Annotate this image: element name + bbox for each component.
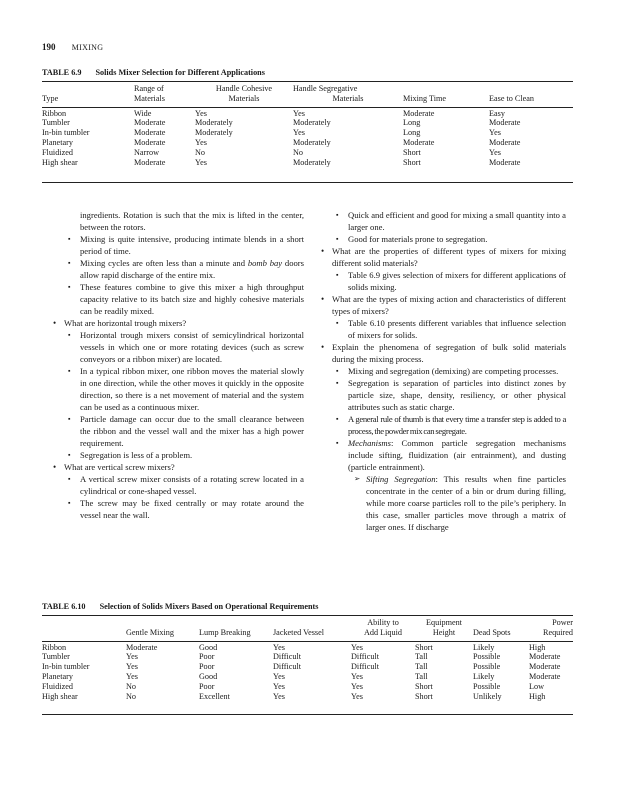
col-header-power: Power bbox=[552, 618, 573, 627]
table-cell: Yes bbox=[489, 147, 501, 157]
table-cell: Yes bbox=[126, 662, 138, 672]
table-cell: Difficult bbox=[351, 652, 380, 662]
table-cell: Planetary bbox=[42, 671, 73, 681]
col-header-cohesive: Handle Cohesive bbox=[215, 84, 273, 93]
table-cell: Narrow bbox=[134, 147, 160, 157]
col-header-power-2: Required bbox=[542, 627, 573, 637]
text-run: : Common particle segregation mechanisms include sifting, fluidization (air entrainment), and dusting (particle entrainment). bbox=[348, 438, 566, 472]
left-column bbox=[64, 209, 304, 521]
list-item: ▪ Horizontal trough mixers consist of semicylindrical horizontal vessels in which one or more rotating devices (such as screw conveyors or a ribbon mixer) are located. bbox=[64, 329, 304, 365]
table-cell: Moderate bbox=[134, 118, 166, 128]
table-title: Selection of Solids Mixers Based on Operational Requirements bbox=[99, 602, 319, 611]
table-cell: Yes bbox=[351, 691, 363, 701]
question: • What are the types of mixing action and characteristics of different types of mixers? bbox=[332, 293, 566, 317]
table-cell: High shear bbox=[42, 157, 78, 167]
question: • What are the properties of different types of mixers for mixing different solid materials? bbox=[332, 245, 566, 269]
list-item: ▪ The screw may be fixed centrally or may rotate around the vessel near the wall. bbox=[64, 497, 304, 521]
table-cell: Moderate bbox=[403, 108, 435, 118]
table-row bbox=[42, 128, 573, 138]
table-cell: In-bin tumbler bbox=[42, 662, 90, 672]
table-cell: Yes bbox=[351, 671, 363, 681]
list-item: ▪ Table 6.9 gives selection of mixers for different applications of solids mixing. bbox=[332, 269, 566, 293]
table-cell: High bbox=[529, 691, 546, 701]
table-cell: Ribbon bbox=[42, 108, 67, 118]
question: • What are vertical screw mixers? bbox=[64, 461, 304, 473]
table-cell: Fluidized bbox=[42, 147, 73, 157]
list-item bbox=[64, 257, 304, 281]
table-cell: No bbox=[126, 681, 137, 691]
table-cell: Possible bbox=[473, 652, 501, 662]
table-row bbox=[42, 148, 573, 158]
table-cell: Easy bbox=[489, 108, 505, 118]
col-header-height-2: Height bbox=[432, 627, 456, 637]
table-cell: Difficult bbox=[273, 652, 302, 662]
list-item: ▪ Good for materials prone to segregation. bbox=[332, 233, 566, 245]
table-cell: Moderately bbox=[293, 137, 331, 147]
table-cell: Yes bbox=[273, 691, 285, 701]
list-item: ▪ In a typical ribbon mixer, one ribbon moves the material slowly in one direction, while the other moves it quickly in the opposite direction, so there is a net movement of material and the system can be used as a continuous mixer. bbox=[64, 365, 304, 413]
table-cell: Yes bbox=[126, 652, 138, 662]
table-cell: Tall bbox=[415, 652, 428, 662]
col-header-liquid: Ability to bbox=[367, 618, 399, 627]
page-header bbox=[42, 42, 103, 52]
text-run: doors allow rapid discharge of the entire mix. bbox=[80, 258, 304, 280]
list-item: ▪ A vertical screw mixer consists of a rotating screw located in a cylindrical or cone-shaped vessel. bbox=[64, 473, 304, 497]
table-title: Solids Mixer Selection for Different Applications bbox=[95, 68, 265, 77]
table-cell: No bbox=[195, 147, 206, 157]
table-cell: Yes bbox=[293, 108, 305, 118]
col-header-cohesive-2: Materials bbox=[228, 93, 260, 103]
table-cell: Short bbox=[415, 691, 433, 701]
table-label: TABLE 6.10 bbox=[42, 602, 86, 611]
list-item: ▪ Segregation is less of a problem. bbox=[64, 449, 304, 461]
col-header-segregative-2: Materials bbox=[332, 93, 364, 103]
col-header-gentle: Gentle Mixing bbox=[126, 627, 174, 637]
table-label: TABLE 6.9 bbox=[42, 68, 82, 77]
table-rule bbox=[42, 81, 573, 82]
table-cell: Long bbox=[403, 128, 421, 138]
table-cell: Excellent bbox=[199, 691, 230, 701]
table-cell: Ribbon bbox=[42, 642, 67, 652]
table-cell: Tall bbox=[415, 662, 428, 672]
table-cell: Poor bbox=[199, 652, 215, 662]
list-item: ▪ Particle damage can occur due to the small clearance between the ribbon and the vessel wall and the mixer has a high power requirement. bbox=[64, 413, 304, 449]
table-cell: Yes bbox=[195, 157, 207, 167]
table-cell: Good bbox=[199, 642, 218, 652]
table-row bbox=[42, 652, 573, 662]
table-cell: Yes bbox=[351, 681, 363, 691]
list-item: ▪ These features combine to give this mixer a high throughput capacity relative to its batch size and highly cohesive materials can be readily mixed. bbox=[64, 281, 304, 317]
table-cell: Moderate bbox=[529, 671, 561, 681]
list-item: ▪ A general rule of thumb is that every time a transfer step is added to a process, the powder mix can segregate. bbox=[332, 413, 566, 437]
paragraph: ingredients. Rotation is such that the mix is lifted in the center, between the rotors. bbox=[80, 210, 304, 232]
table-cell: Yes bbox=[273, 642, 285, 652]
table-row bbox=[42, 138, 573, 148]
table-cell: Moderately bbox=[195, 128, 233, 138]
list-item: ▪ Table 6.10 presents different variables that influence selection of mixers for solids. bbox=[332, 317, 566, 341]
table-cell: No bbox=[293, 147, 304, 157]
sub-list-item bbox=[332, 473, 566, 533]
table-cell: Yes bbox=[126, 671, 138, 681]
table-cell: Moderate bbox=[134, 137, 166, 147]
col-header-segregative: Handle Segregative bbox=[293, 84, 358, 93]
table-cell: Yes bbox=[273, 681, 285, 691]
col-header-jacket: Jacketed Vessel bbox=[273, 627, 325, 637]
table-cell: Moderate bbox=[489, 118, 521, 128]
table-cell: Moderate bbox=[529, 652, 561, 662]
table-cell: Fluidized bbox=[42, 681, 73, 691]
table-cell: No bbox=[126, 691, 137, 701]
col-header-range: Range of bbox=[134, 84, 164, 93]
col-header-liquid-2: Add Liquid bbox=[364, 627, 402, 637]
text-run: Mixing cycles are often less than a minute and bbox=[80, 258, 248, 268]
table-cell: Moderate bbox=[489, 157, 521, 167]
table-cell: High bbox=[529, 642, 546, 652]
table-cell: Unlikely bbox=[473, 691, 502, 701]
table-cell: Moderate bbox=[489, 137, 521, 147]
table-cell: Moderately bbox=[293, 118, 331, 128]
table-cell: Difficult bbox=[351, 662, 380, 672]
table-cell: Moderate bbox=[134, 157, 166, 167]
table-cell: Likely bbox=[473, 642, 495, 652]
table-cell: Moderately bbox=[293, 157, 331, 167]
table-cell: Low bbox=[529, 681, 545, 691]
table-cell: Tumbler bbox=[42, 652, 70, 662]
col-header-lump: Lump Breaking bbox=[199, 627, 251, 637]
table-cell: Moderate bbox=[126, 642, 158, 652]
table-rule bbox=[42, 714, 573, 715]
table-cell: Yes bbox=[489, 128, 501, 138]
question: • What are horizontal trough mixers? bbox=[64, 317, 304, 329]
table-row bbox=[42, 158, 573, 171]
table-row bbox=[42, 118, 573, 128]
italic-text: Sifting Segregation bbox=[366, 474, 436, 484]
table-cell: Short bbox=[403, 147, 421, 157]
table-cell: Yes bbox=[195, 137, 207, 147]
col-header-ease-clean: Ease to Clean bbox=[489, 93, 535, 103]
col-header-height: Equipment bbox=[426, 618, 462, 627]
table-cell: Moderately bbox=[195, 118, 233, 128]
table-cell: Poor bbox=[199, 662, 215, 672]
table-cell: Short bbox=[403, 157, 421, 167]
right-column bbox=[332, 209, 566, 533]
table-cell: Tall bbox=[415, 671, 428, 681]
table-row bbox=[42, 682, 573, 692]
table-cell: Yes bbox=[273, 671, 285, 681]
running-section-title: MIXING bbox=[71, 43, 104, 52]
table-cell: Possible bbox=[473, 662, 501, 672]
table-6-10-caption bbox=[42, 602, 318, 611]
table-row bbox=[42, 662, 573, 672]
table-6-9 bbox=[42, 84, 573, 170]
table-rule bbox=[42, 641, 573, 642]
list-item bbox=[332, 437, 566, 473]
table-cell: Difficult bbox=[273, 662, 302, 672]
table-cell: Planetary bbox=[42, 137, 73, 147]
table-cell: Short bbox=[415, 681, 433, 691]
table-row bbox=[42, 672, 573, 682]
col-header-dead-spots: Dead Spots bbox=[473, 627, 511, 637]
table-cell: Moderate bbox=[529, 662, 561, 672]
table-cell: Long bbox=[403, 118, 421, 128]
table-cell: In-bin tumbler bbox=[42, 128, 90, 138]
table-cell: High shear bbox=[42, 691, 78, 701]
text-run: : This results when fine particles concentrate in the center of a bin or drum during filling, while more coarse particles roll to the pile’s periphery. In this case, smaller particles move through a matrix of larger ones. If discharge bbox=[366, 474, 566, 532]
table-rule bbox=[42, 182, 573, 183]
table-6-10 bbox=[42, 618, 573, 704]
table-cell: Moderate bbox=[403, 137, 435, 147]
table-rule bbox=[42, 615, 573, 616]
table-cell: Good bbox=[199, 671, 218, 681]
italic-text: bomb bay bbox=[247, 258, 283, 268]
table-row bbox=[42, 692, 573, 705]
page-number: 190 bbox=[42, 42, 56, 52]
table-cell: Poor bbox=[199, 681, 215, 691]
question: • Explain the phenomena of segregation of bulk solid materials during the mixing process. bbox=[332, 341, 566, 365]
col-header-range-2: Materials bbox=[134, 93, 165, 103]
table-cell: Short bbox=[415, 642, 433, 652]
list-item: ▪ Quick and efficient and good for mixing a small quantity into a larger one. bbox=[332, 209, 566, 233]
italic-text: Mechanisms bbox=[348, 438, 391, 448]
col-header-type: Type bbox=[42, 93, 59, 103]
table-cell: Possible bbox=[473, 681, 501, 691]
list-item: ▪ Segregation is separation of particles into distinct zones by particle size, shape, density, resiliency, or other physical attributes such as static charge. bbox=[332, 377, 566, 413]
table-cell: Tumbler bbox=[42, 118, 70, 128]
table-cell: Moderate bbox=[134, 128, 166, 138]
table-6-9-caption bbox=[42, 68, 265, 77]
table-cell: Likely bbox=[473, 671, 495, 681]
table-cell: Yes bbox=[351, 642, 363, 652]
table-rule bbox=[42, 107, 573, 108]
list-item: ▪ Mixing is quite intensive, producing intimate blends in a short period of time. bbox=[64, 233, 304, 257]
list-item: ▪ Mixing and segregation (demixing) are competing processes. bbox=[332, 365, 566, 377]
col-header-mixing-time: Mixing Time bbox=[403, 93, 446, 103]
table-cell: Wide bbox=[134, 108, 152, 118]
table-cell: Yes bbox=[293, 128, 305, 138]
table-cell: Yes bbox=[195, 108, 207, 118]
